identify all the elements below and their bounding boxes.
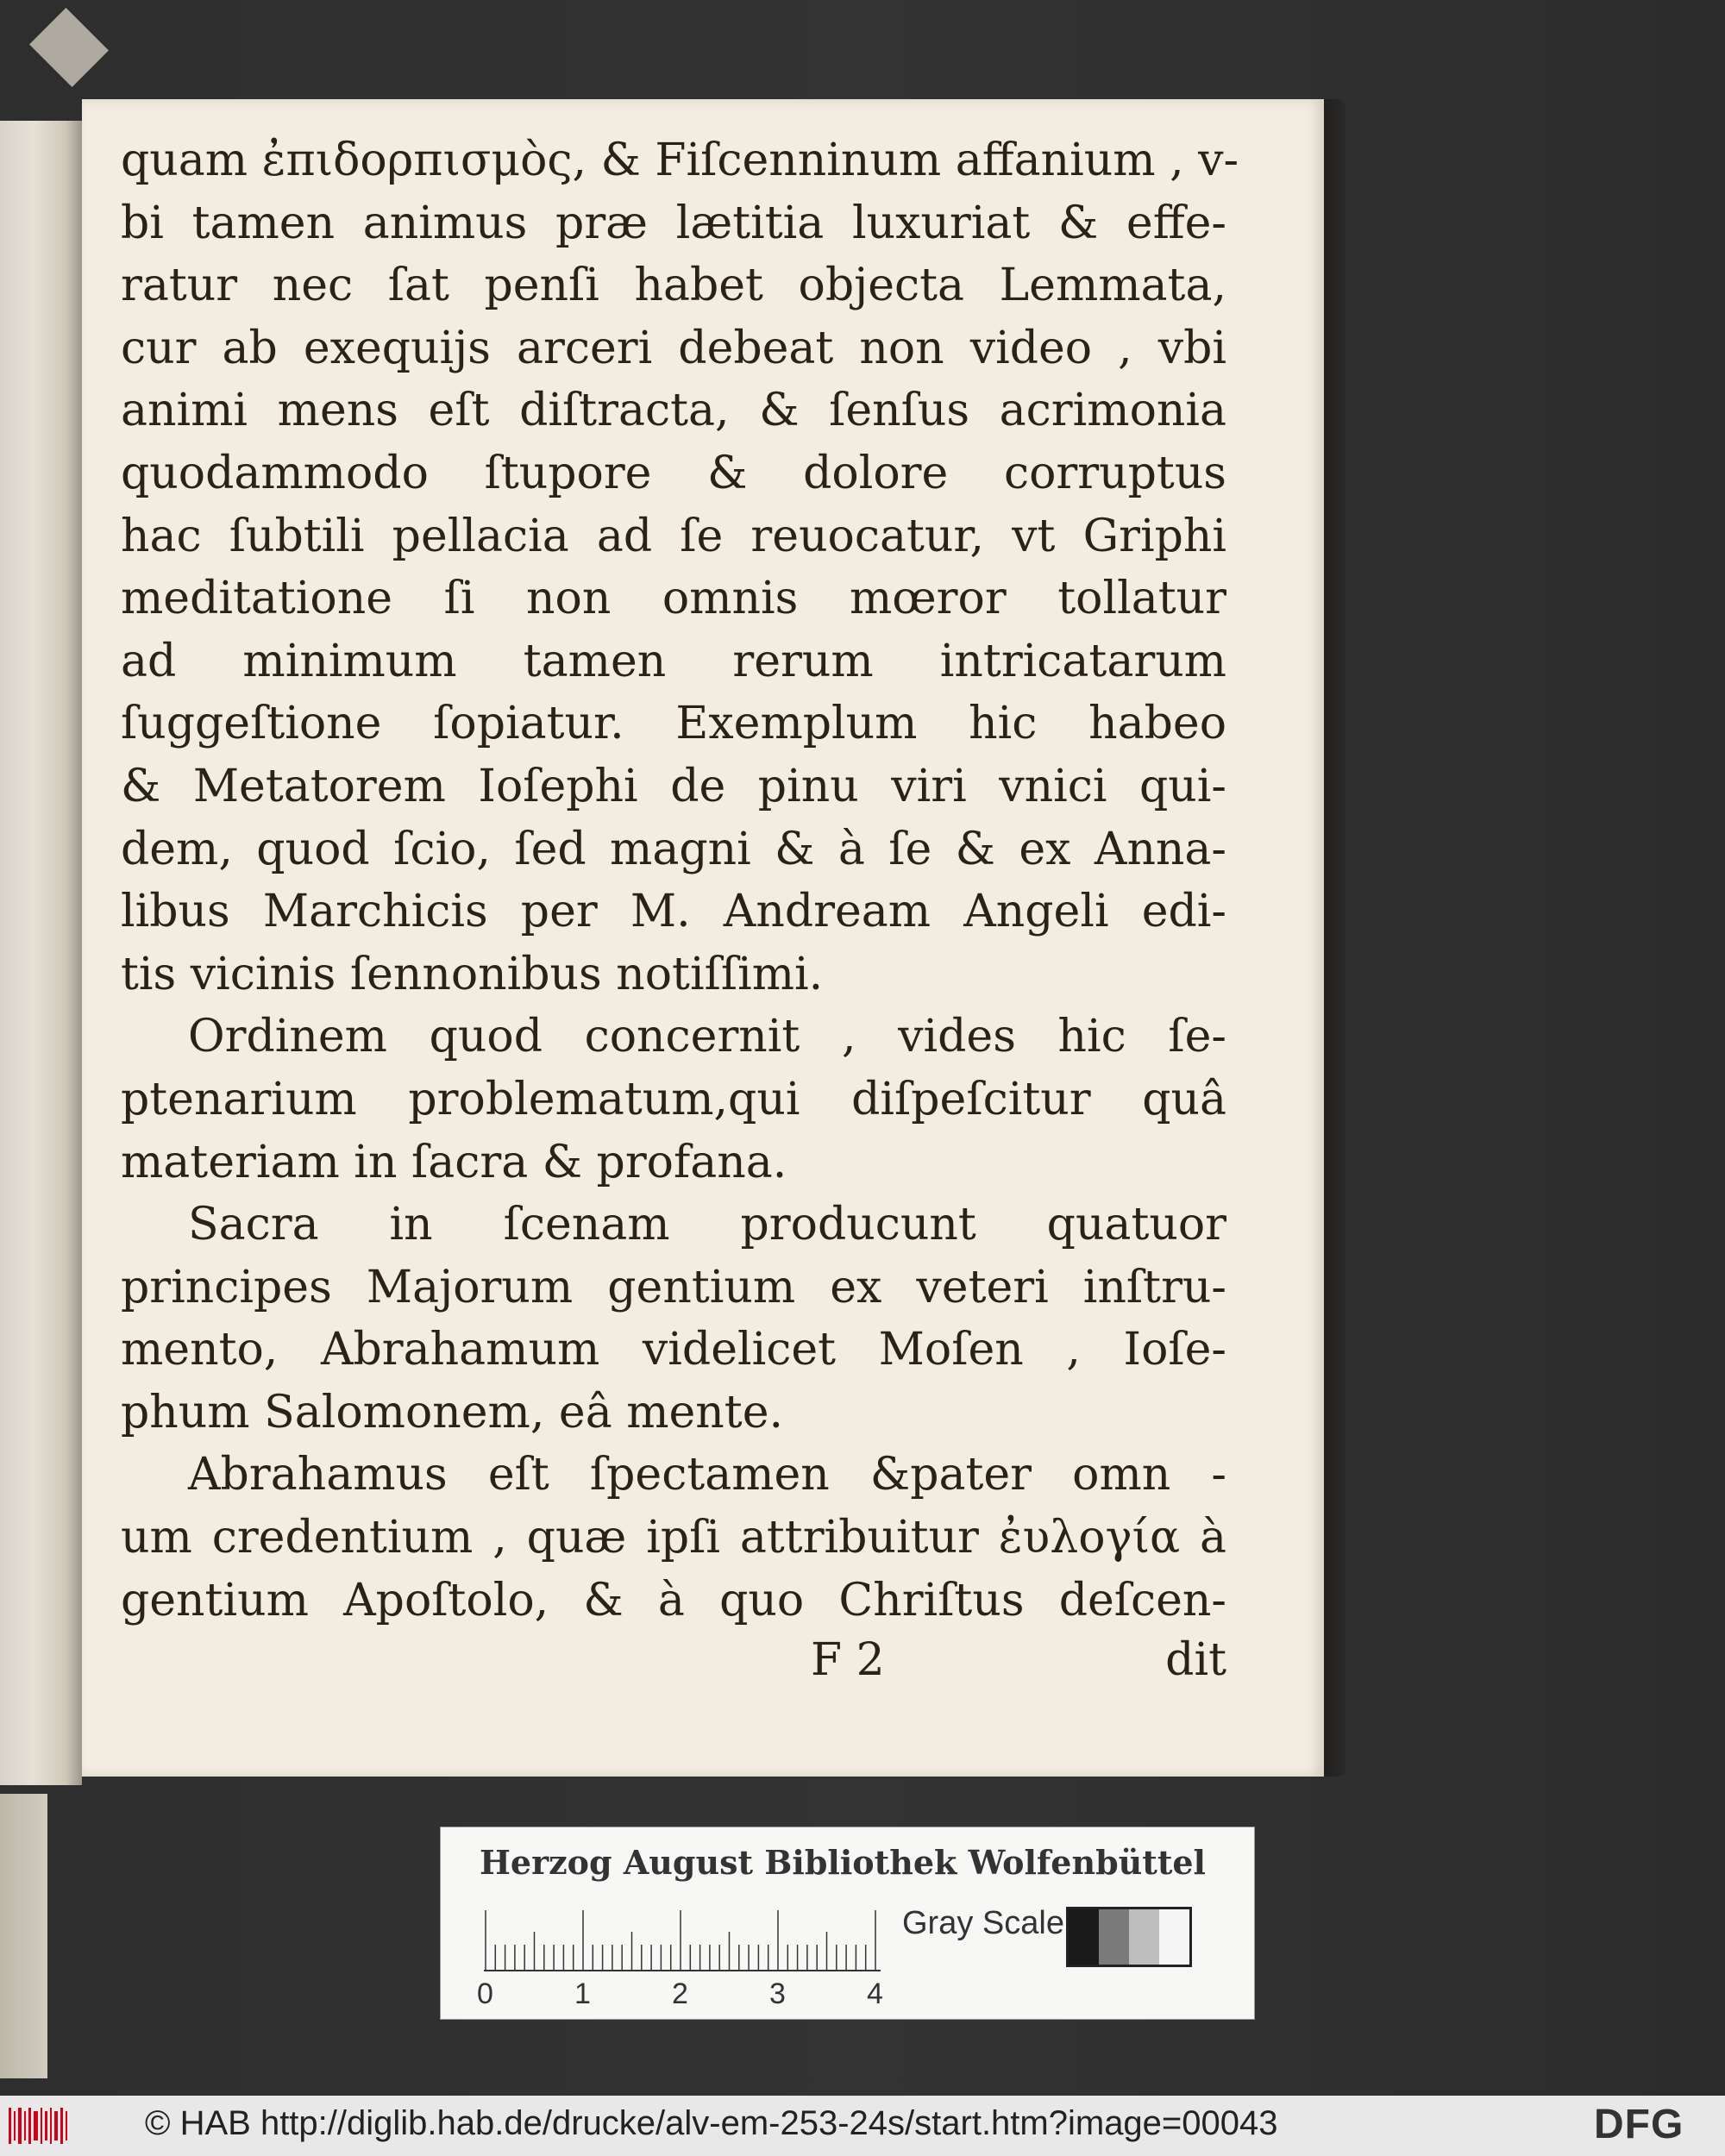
text-line: cur ab exequijs arceri debeat non video , vbi — [121, 322, 1226, 374]
ruler-label: 3 — [769, 1977, 786, 2010]
text-line: quodammodo ſtupore & dolore corruptus — [121, 447, 1226, 499]
text-line: dem, quod ſcio, ſed magni & à ſe & ex Anna- — [121, 823, 1226, 875]
ruler-label: 4 — [867, 1977, 883, 2010]
gray-scale-label: Gray Scale — [902, 1905, 1064, 1941]
signature-mark: F 2 — [811, 1634, 885, 1686]
left-binding-strip — [0, 1794, 47, 2078]
text-line: hac ſubtili pellacia ad ſe reuocatur, vt Griphi — [121, 510, 1226, 562]
ruler-label: 2 — [672, 1977, 688, 2010]
gray-swatch — [1159, 1909, 1189, 1965]
text-line: meditatione ſi non omnis mœror tollatur — [121, 573, 1226, 625]
text-line: Sacra in ſcenam producunt quatuor — [188, 1199, 1226, 1251]
ruler-label: 0 — [477, 1977, 493, 2010]
gray-swatch — [1129, 1909, 1159, 1965]
ruler-scale — [484, 1903, 889, 1972]
viewer-footer-bar — [0, 2096, 1725, 2156]
text-line: Ordinem quod concernit , vides hic ſe- — [188, 1011, 1226, 1063]
text-line: gentium Apoſtolo, & à quo Chriſtus deſcen- — [121, 1574, 1226, 1626]
text-line: & Metatorem Ioſephi de pinu viri vnici qui- — [121, 760, 1226, 812]
left-page-edge — [0, 121, 82, 1785]
library-color-card — [440, 1827, 1255, 2020]
gray-scale-bar — [1066, 1907, 1192, 1967]
catchword: dit — [1165, 1634, 1226, 1686]
copyright-link[interactable]: © HAB http://diglib.hab.de/drucke/alv-em-253-24s/start.htm?image=00043 — [145, 2104, 1278, 2142]
barcode-icon — [7, 2104, 74, 2147]
library-name: Herzog August Bibliothek Wolfenbüttel — [480, 1843, 1206, 1882]
gray-swatch — [1069, 1909, 1099, 1965]
text-line: Abrahamus eſt ſpectamen &pater omn - — [188, 1449, 1226, 1501]
text-line: animi mens eſt diſtracta, & ſenſus acrimonia — [121, 385, 1226, 437]
text-line: materiam in ſacra & profana. — [121, 1136, 787, 1188]
text-line: quam ἐπιδορπισμὸς, & Fiſcenninum affanium , v- — [121, 135, 1239, 186]
text-line: ad minimum tamen rerum intricatarum — [121, 635, 1226, 687]
ruler-label: 1 — [574, 1977, 591, 2010]
dfg-logo: DFG — [1594, 2102, 1684, 2147]
text-line: ſuggeſtione ſopiatur. Exemplum hic habeo — [121, 698, 1226, 750]
text-line: phum Salomonem, eâ mente. — [121, 1386, 783, 1438]
text-line: bi tamen animus præ lætitia luxuriat & effe- — [121, 197, 1226, 249]
text-line: mento, Abrahamum videlicet Moſen , Ioſe- — [121, 1324, 1226, 1376]
text-line: principes Majorum gentium ex veteri inſtru- — [121, 1261, 1226, 1313]
text-line: ptenarium problematum,qui diſpeſcitur quâ — [121, 1073, 1226, 1125]
text-line: libus Marchicis per M. Andream Angeli edi- — [121, 886, 1226, 938]
text-line: tis vicinis ſennonibus notiſſimi. — [121, 948, 824, 1000]
gray-swatch — [1099, 1909, 1129, 1965]
text-line: ratur nec ſat penſi habet objecta Lemmata, — [121, 260, 1226, 312]
page-text — [121, 129, 1239, 1632]
text-line: um credentium , quæ ipſi attribuitur ἐυλογία à — [121, 1512, 1226, 1564]
page-footer — [121, 1634, 1226, 1696]
